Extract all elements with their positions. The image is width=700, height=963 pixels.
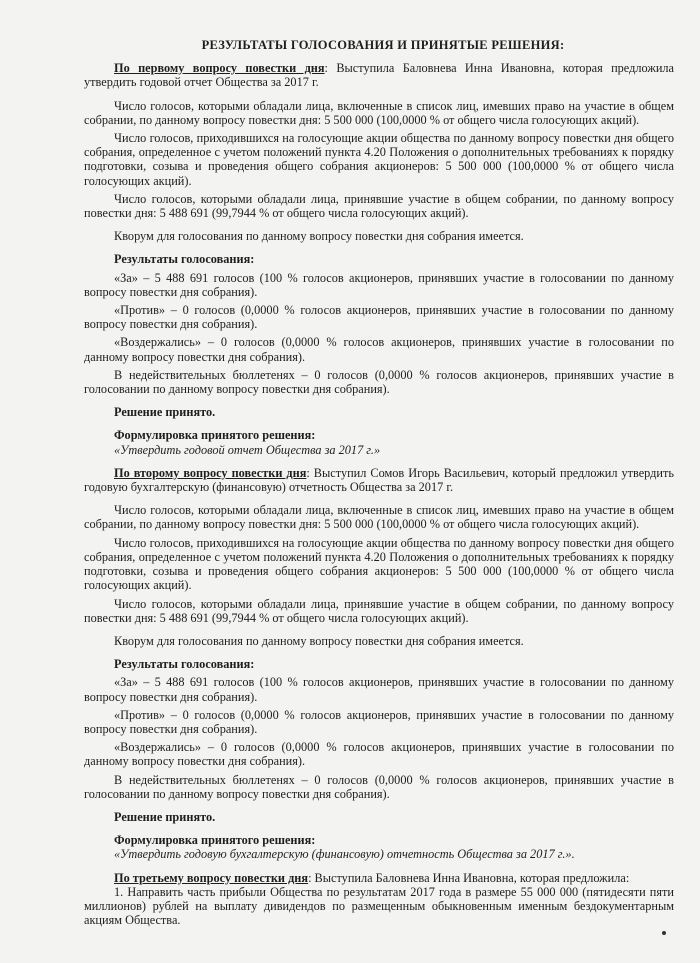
- q2-results-heading: Результаты голосования:: [114, 657, 255, 672]
- q1-intro: [84, 61, 674, 89]
- q1-wording: «Утвердить годовой отчет Общества за 2017 г.»: [114, 442, 381, 457]
- q1-quorum: Кворум для голосования по данному вопросу повестки дня собрания имеется.: [114, 229, 524, 244]
- page-title: РЕЗУЛЬТАТЫ ГОЛОСОВАНИЯ И ПРИНЯТЫЕ РЕШЕНИЯ:: [201, 38, 565, 52]
- q1-wording-heading: Формулировка принятого решения:: [114, 428, 316, 443]
- q2-intro: [84, 466, 674, 494]
- q2-voting-shares: Число голосов, приходившихся на голосующие акции общества по данному вопросу повестки дня общего собрания, определенное с учетом положений пункта 4.20 Положения о дополнительных требованиях к порядку подготовки, созыва и проведения общего собрания акционеров: 5 500 000 (100,0000 % от общего числа голосующих акций).: [84, 535, 674, 593]
- q2-decision: Решение принято.: [114, 809, 216, 824]
- q1-vote-invalid: В недействительных бюллетенях – 0 голосов (0,0000 % голосов акционеров, принявших участие в голосовании по данному вопросу повестки дня собрания).: [84, 367, 674, 397]
- q2-wording: «Утвердить годовую бухгалтерскую (финансовую) отчетность Общества за 2017 г.».: [114, 847, 575, 862]
- q2-participants: Число голосов, которыми обладали лица, принявшие участие в общем собрании, по данному вопросу повестки дня: 5 488 691 (99,7944 % от общего числа голосующих акций).: [84, 596, 674, 625]
- q3-item-1: 1. Направить часть прибыли Общества по результатам 2017 года в размере 55 000 000 (пятидесяти пяти миллионов) рублей на выплату дивидендов по размещенным обыкновенным именным бездокументарным акциям Общества.: [84, 884, 674, 928]
- q2-vote-for: «За» – 5 488 691 голосов (100 % голосов акционеров, принявших участие в голосовании по данному вопросу повестки дня собрания).: [84, 675, 674, 704]
- q3-label: По третьему вопросу повестки дня: [114, 870, 309, 885]
- q1-results-heading: Результаты голосования:: [114, 252, 255, 267]
- q2-quorum: Кворум для голосования по данному вопросу повестки дня собрания имеется.: [114, 633, 524, 648]
- q1-participants: Число голосов, которыми обладали лица, принявшие участие в общем собрании, по данному вопросу повестки дня: 5 488 691 (99,7944 % от общего числа голосующих акций).: [84, 191, 674, 221]
- q2-speaker: : Выступил Сомов Игорь Васильевич, который предложил утвердить годовую бухгалтерскую (финансовую) отчетность Общества за 2017 г.: [84, 465, 674, 495]
- page-mark: [662, 931, 666, 935]
- q2-vote-against: «Против» – 0 голосов (0,0000 % голосов акционеров, принявших участие в голосовании по данному вопросу повестки дня собрания).: [84, 707, 674, 736]
- q1-speaker: : Выступила Баловнева Инна Ивановна, которая предложила утвердить годовой отчет Общества за 2017 г.: [84, 61, 675, 90]
- q3-speaker: : Выступила Баловнева Инна Ивановна, которая предложила:: [308, 870, 630, 885]
- q1-vote-against: «Против» – 0 голосов (0,0000 % голосов акционеров, принявших участие в голосовании по данному вопросу повестки дня собрания).: [84, 303, 674, 332]
- q2-label: По второму вопросу повестки дня: [114, 465, 307, 480]
- q1-label: По первому вопросу повестки дня: [114, 61, 325, 76]
- q2-eligible-votes: Число голосов, которыми обладали лица, включенные в список лиц, имевших право на участие в общем собрании, по данному вопросу повестки дня: 5 500 000 (100,0000 % от общего числа голосующих акций).: [84, 503, 674, 532]
- q1-decision: Решение принято.: [114, 405, 216, 420]
- q1-vote-for: «За» – 5 488 691 голосов (100 % голосов акционеров, принявших участие в голосовании по данному вопросу повестки дня собрания).: [84, 270, 674, 299]
- q2-wording-heading: Формулировка принятого решения:: [114, 833, 316, 848]
- q1-voting-shares: Число голосов, приходившихся на голосующие акции общества по данному вопросу повестки дня общего собрания, определенное с учетом положений пункта 4.20 Положения о дополнительных требованиях к порядку подготовки, созыва и проведения общего собрания акционеров: 5 500 000 (100,0000 % от общего числа голосующих акций).: [84, 131, 674, 188]
- q1-vote-abstain: «Воздержались» – 0 голосов (0,0000 % голосов акционеров, принявших участие в голосовании по данному вопросу повестки дня собрания).: [84, 335, 674, 364]
- q3-intro: [84, 871, 674, 885]
- q1-eligible-votes: Число голосов, которыми обладали лица, включенные в список лиц, имевших право на участие в общем собрании, по данному вопросу повестки дня: 5 500 000 (100,0000 % от общего числа голосующих акций).: [84, 98, 674, 127]
- q2-vote-abstain: «Воздержались» – 0 голосов (0,0000 % голосов акционеров, принявших участие в голосовании по данному вопросу повестки дня собрания).: [84, 740, 674, 769]
- q2-vote-invalid: В недействительных бюллетенях – 0 голосов (0,0000 % голосов акционеров, принявших участие в голосовании по данному вопросу повестки дня собрания).: [84, 772, 674, 801]
